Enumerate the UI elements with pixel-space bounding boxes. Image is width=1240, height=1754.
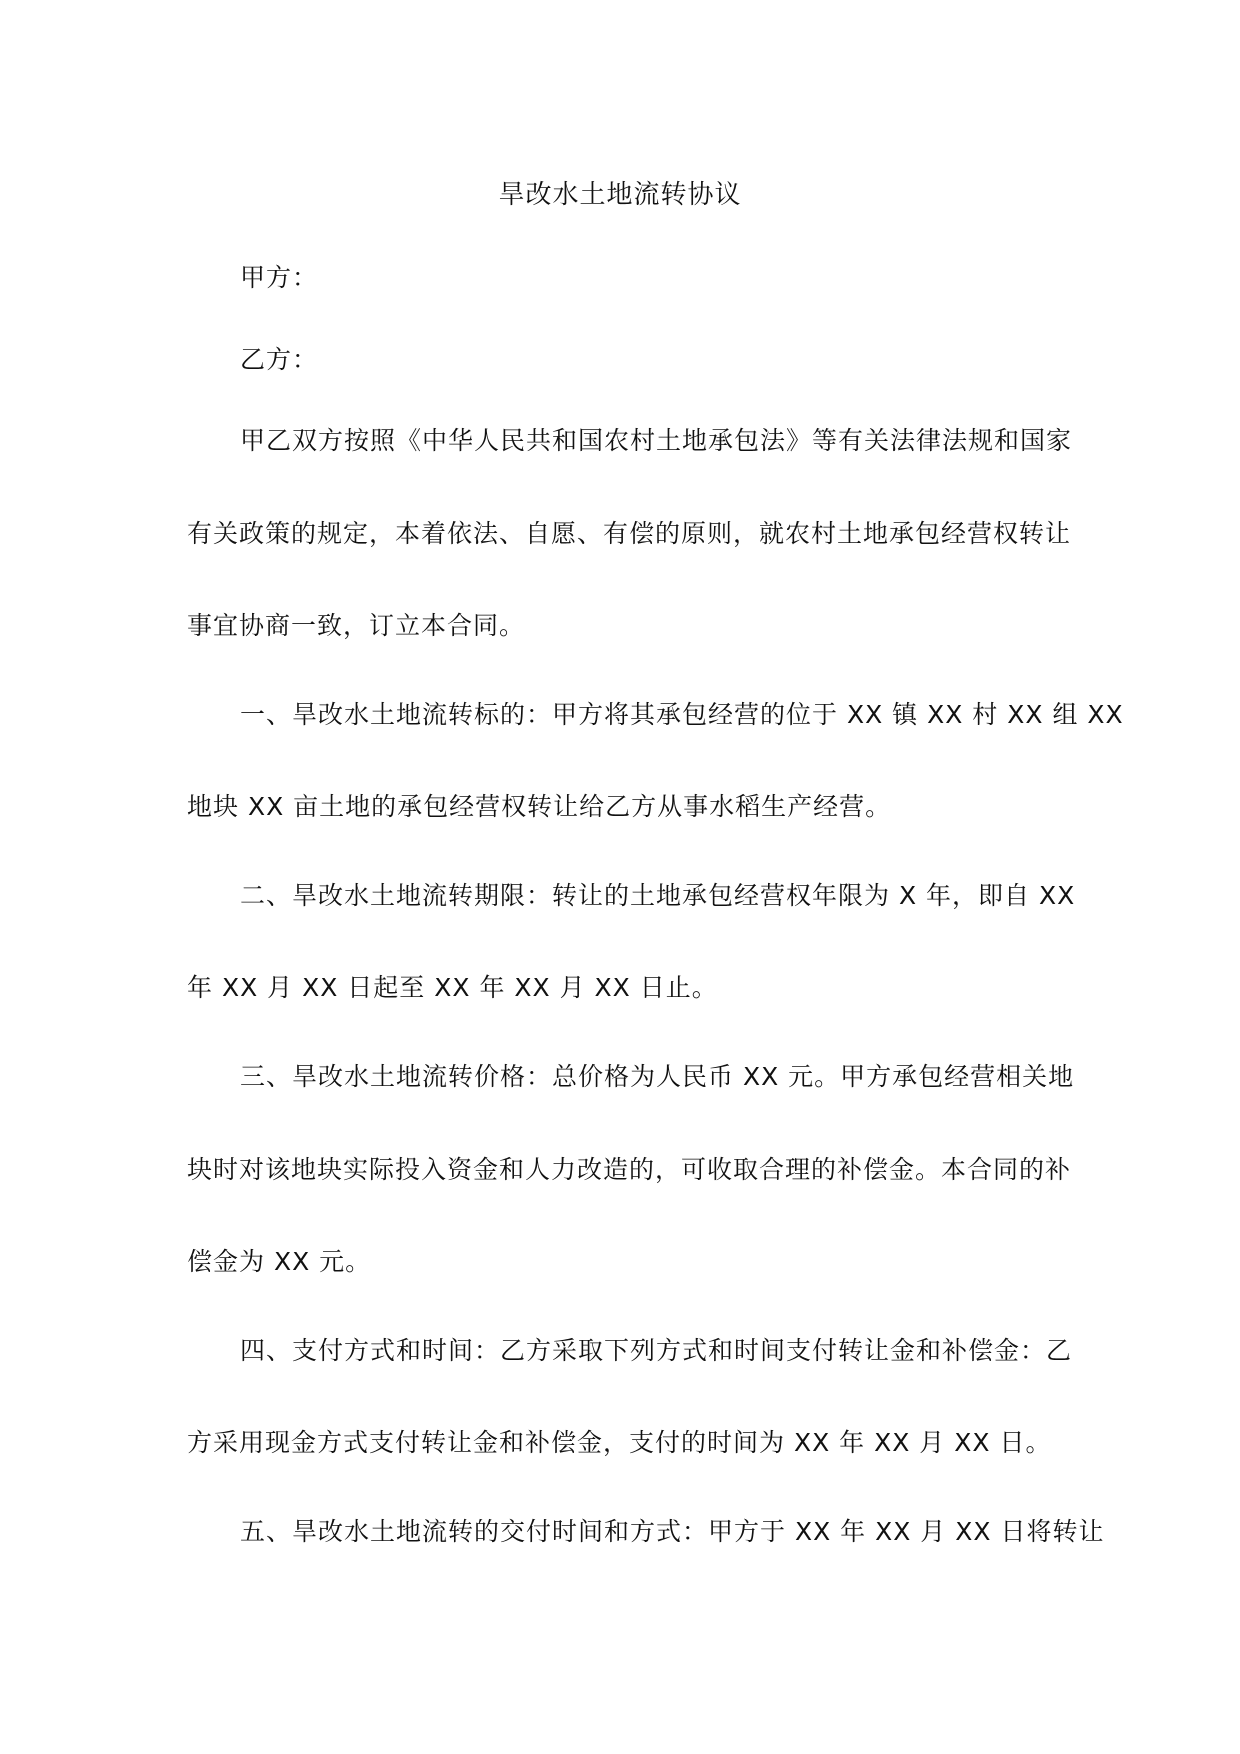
clause-4-line-1: 四、支付方式和时间：乙方采取下列方式和时间支付转让金和补偿金：乙: [240, 1336, 1073, 1365]
party-a-label: 甲方：: [240, 263, 319, 292]
clause-4-line-2: 方采用现金方式支付转让金和补偿金，支付的时间为 XX 年 XX 月 XX 日。: [187, 1428, 1052, 1457]
clause-5-line-1: 五、旱改水土地流转的交付时间和方式：甲方于 XX 年 XX 月 XX 日将转让: [240, 1517, 1105, 1546]
preamble-line-3: 事宜协商一致，订立本合同。: [187, 611, 526, 640]
clause-2-line-2: 年 XX 月 XX 日起至 XX 年 XX 月 XX 日止。: [187, 973, 718, 1002]
clause-1-line-2: 地块 XX 亩土地的承包经营权转让给乙方从事水稻生产经营。: [187, 792, 892, 821]
clause-3-line-2: 块时对该地块实际投入资金和人力改造的，可收取合理的补偿金。本合同的补: [187, 1155, 1072, 1184]
party-b-label: 乙方：: [240, 345, 319, 374]
clause-3-line-3: 偿金为 XX 元。: [187, 1247, 372, 1276]
preamble-line-1: 甲乙双方按照《中华人民共和国农村土地承包法》等有关法律法规和国家: [240, 426, 1073, 455]
document-title: 旱改水土地流转协议: [498, 180, 742, 210]
clause-3-line-1: 三、旱改水土地流转价格：总价格为人民币 XX 元。甲方承包经营相关地: [240, 1062, 1075, 1091]
clause-2-line-1: 二、旱改水土地流转期限：转让的土地承包经营权年限为 X 年，即自 XX: [240, 881, 1076, 910]
clause-1-line-1: 一、旱改水土地流转标的：甲方将其承包经营的位于 XX 镇 XX 村 XX 组 XX: [240, 700, 1124, 729]
preamble-line-2: 有关政策的规定，本着依法、自愿、有偿的原则，就农村土地承包经营权转让: [187, 519, 1072, 548]
